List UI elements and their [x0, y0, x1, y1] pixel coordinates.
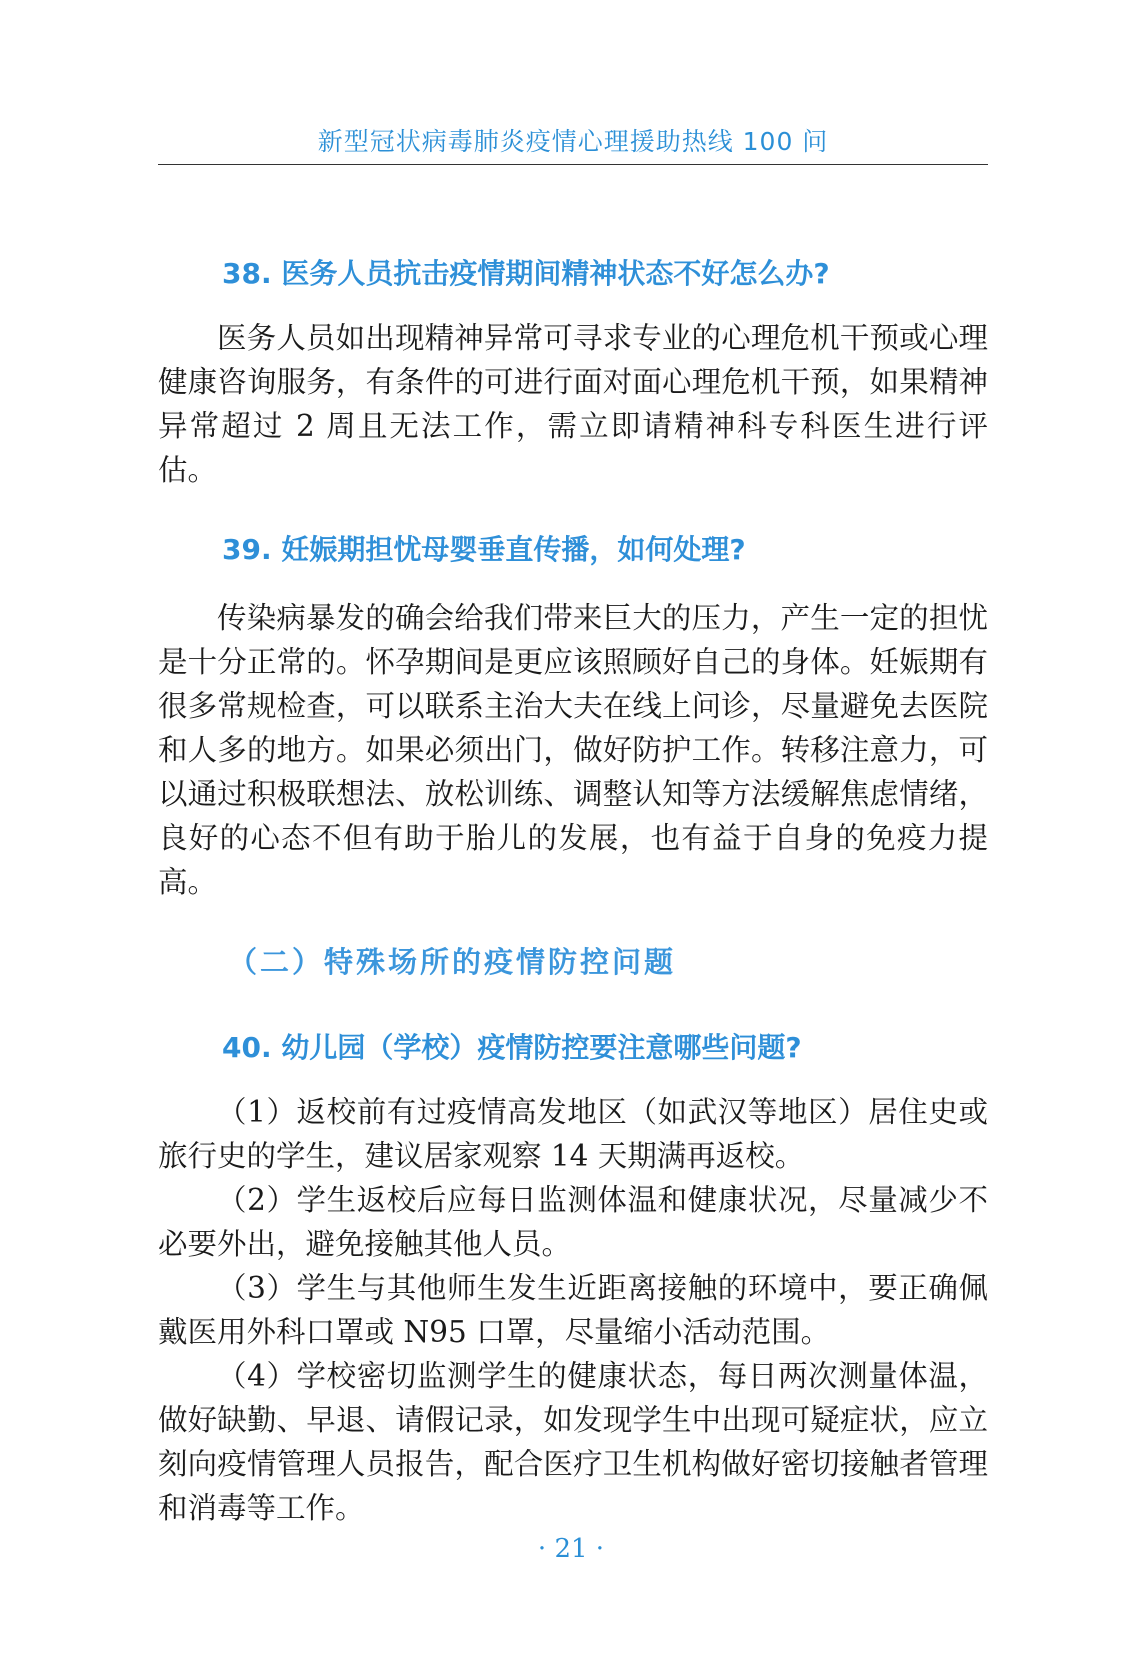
- header-divider: [158, 164, 988, 165]
- section-heading: （二）特殊场所的疫情防控问题: [228, 945, 677, 979]
- question-40-item-3: （3）学生与其他师生发生近距离接触的环境中，要正确佩戴医用外科口罩或 N95 口罩，尽量缩小活动范围。: [158, 1271, 988, 1349]
- question-38-answer: 医务人员如出现精神异常可寻求专业的心理危机干预或心理健康咨询服务，有条件的可进行面对面心理危机干预，如果精神异常超过 2 周且无法工作，需立即请精神科专科医生进行评估。: [158, 321, 988, 487]
- page-content: [158, 254, 988, 1530]
- question-40-item-1: （1）返校前有过疫情高发地区（如武汉等地区）居住史或旅行史的学生，建议居家观察 14 天期满再返校。: [158, 1095, 988, 1173]
- question-39-heading: 39. 妊娠期担忧母婴垂直传播，如何处理?: [222, 533, 746, 566]
- question-40-heading: 40. 幼儿园（学校）疫情防控要注意哪些问题?: [222, 1031, 802, 1064]
- question-39-answer: 传染病暴发的确会给我们带来巨大的压力，产生一定的担忧是十分正常的。怀孕期间是更应该照顾好自己的身体。妊娠期有很多常规检查，可以联系主治大夫在线上问诊，尽量避免去医院和人多的地方。如果必须出门，做好防护工作。转移注意力，可以通过积极联想法、放松训练、调整认知等方法缓解焦虑情绪，良好的心态不但有助于胎儿的发展，也有益于自身的免疫力提高。: [158, 601, 988, 899]
- question-40-item-2: （2）学生返校后应每日监测体温和健康状况，尽量减少不必要外出，避免接触其他人员。: [158, 1183, 988, 1261]
- question-38-heading: 38. 医务人员抗击疫情期间精神状态不好怎么办?: [222, 257, 830, 290]
- question-40-item-4: （4）学校密切监测学生的健康状态，每日两次测量体温，做好缺勤、早退、请假记录，如发现学生中出现可疑症状，应立刻向疫情管理人员报告，配合医疗卫生机构做好密切接触者管理和消毒等工作。: [158, 1359, 988, 1525]
- running-header-title: 新型冠状病毒肺炎疫情心理援助热线 100 问: [317, 127, 829, 156]
- page-number: · 21 ·: [537, 1534, 605, 1564]
